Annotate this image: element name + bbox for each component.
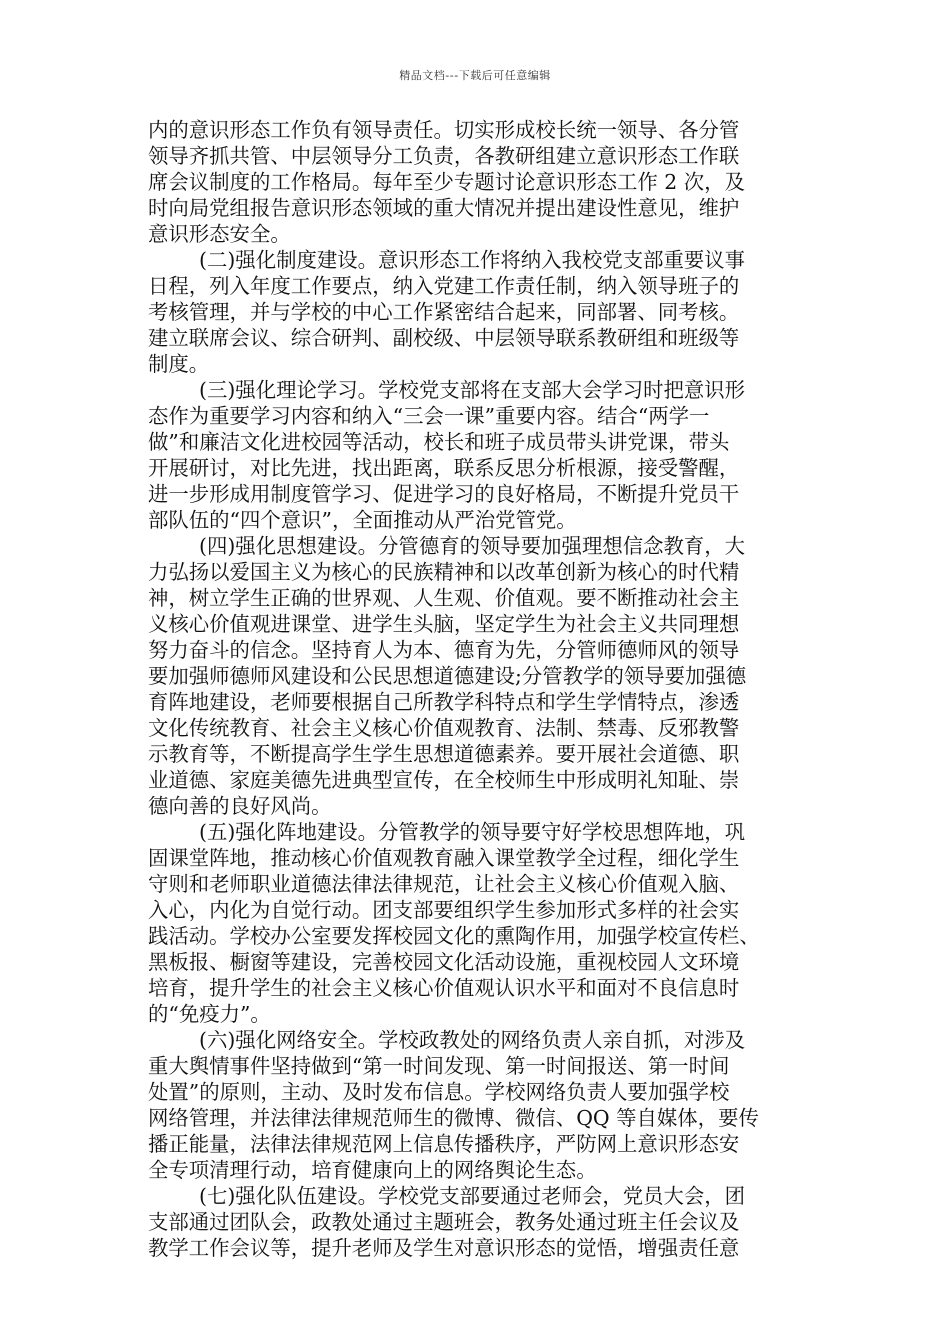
text-line: 培育，提升学生的社会主义核心价值观认识水平和面对不良信息时 [148, 976, 740, 1000]
text-line: 神，树立学生正确的世界观、人生观、价值观。要不断推动社会主 [148, 586, 740, 610]
text-line: 德向善的良好风尚。 [148, 794, 332, 818]
text-line: 态作为重要学习内容和纳入“三会一课”重要内容。结合“两学一 [148, 404, 710, 428]
text-line: 全专项清理行动，培育健康向上的网络舆论生态。 [148, 1158, 597, 1182]
text-line: 育阵地建设，老师要根据自己所教学科特点和学生学情特点，渗透 [148, 690, 740, 714]
paragraph-first-line: (三)强化理论学习。学校党支部将在支部大会学习时把意识形 [199, 378, 746, 402]
paragraph-first-line: (五)强化阵地建设。分管教学的领导要守好学校思想阵地，巩 [199, 820, 746, 844]
text-line: 播正能量，法律法律规范网上信息传播秩序，严防网上意识形态安 [148, 1132, 740, 1156]
text-line: 建立联席会议、综合研判、副校级、中层领导联系教研组和班级等 [148, 326, 740, 350]
text-line: 力弘扬以爱国主义为核心的民族精神和以改革创新为核心的时代精 [148, 560, 740, 584]
text-line: 业道德、家庭美德先进典型宣传，在全校师生中形成明礼知耻、崇 [148, 768, 740, 792]
text-line: 支部通过团队会，政教处通过主题班会，教务处通过班主任会议及 [148, 1210, 740, 1234]
text-line: 制度。 [148, 352, 210, 376]
text-line: 时向局党组报告意识形态领域的重大情况并提出建设性意见，维护 [148, 196, 740, 220]
text-line: 文化传统教育、社会主义核心价值观教育、法制、禁毒、反邪教警 [148, 716, 740, 740]
page-header: 精品文档---下载后可任意编辑 [399, 69, 551, 82]
text-line: 义核心价值观进课堂、进学生头脑，坚定学生为社会主义共同理想 [148, 612, 740, 636]
text-line: 开展研讨，对比先进，找出距离，联系反思分析根源，接受警醒， [148, 456, 740, 480]
text-line: 入心，内化为自觉行动。团支部要组织学生参加形式多样的社会实 [148, 898, 740, 922]
paragraph-first-line: (四)强化思想建设。分管德育的领导要加强理想信念教育，大 [199, 534, 746, 558]
text-line: 网络管理，并法律法律规范师生的微博、微信、QQ 等自媒体，要传 [148, 1106, 759, 1130]
text-line: 考核管理，并与学校的中心工作紧密结合起来，同部署、同考核。 [148, 300, 740, 324]
text-line: 的“免疫力”。 [148, 1002, 271, 1026]
text-line: 努力奋斗的信念。坚持育人为本、德育为先，分管师德师风的领导 [148, 638, 740, 662]
paragraph-first-line: (七)强化队伍建设。学校党支部要通过老师会，党员大会，团 [199, 1184, 746, 1208]
text-line: 重大舆情事件坚持做到“第一时间发现、第一时间报送、第一时间 [148, 1054, 730, 1078]
text-line: 要加强师德师风建设和公民思想道德建设;分管教学的领导要加强德 [148, 664, 747, 688]
document-body [148, 117, 820, 1261]
text-line: 示教育等，不断提高学生学生思想道德素养。要开展社会道德、职 [148, 742, 740, 766]
text-line: 领导齐抓共管、中层领导分工负责，各教研组建立意识形态工作联 [148, 144, 740, 168]
paragraph-first-line: (二)强化制度建设。意识形态工作将纳入我校党支部重要议事 [199, 248, 746, 272]
text-line: 意识形态安全。 [148, 222, 291, 246]
text-line: 固课堂阵地，推动核心价值观教育融入课堂教学全过程，细化学生 [148, 846, 740, 870]
paragraph-first-line: (六)强化网络安全。学校政教处的网络负责人亲自抓，对涉及 [199, 1028, 746, 1052]
text-line: 进一步形成用制度管学习、促进学习的良好格局，不断提升党员干 [148, 482, 740, 506]
text-line: 做”和廉洁文化进校园等活动，校长和班子成员带头讲党课，带头 [148, 430, 730, 454]
text-line: 黑板报、橱窗等建设，完善校园文化活动设施，重视校园人文环境 [148, 950, 740, 974]
text-line: 内的意识形态工作负有领导责任。切实形成校长统一领导、各分管 [148, 118, 740, 142]
text-line: 席会议制度的工作格局。每年至少专题讨论意识形态工作 2 次，及 [148, 170, 745, 194]
text-line: 教学工作会议等，提升老师及学生对意识形态的觉悟，增强责任意 [148, 1236, 740, 1260]
text-line: 守则和老师职业道德法律法律规范，让社会主义核心价值观入脑、 [148, 872, 740, 896]
text-line: 部队伍的“四个意识”，全面推动从严治党管党。 [148, 508, 577, 532]
text-line: 处置”的原则，主动、及时发布信息。学校网络负责人要加强学校 [148, 1080, 730, 1104]
text-line: 日程，列入年度工作要点，纳入党建工作责任制，纳入领导班子的 [148, 274, 740, 298]
text-line: 践活动。学校办公室要发挥校园文化的熏陶作用，加强学校宣传栏、 [148, 924, 760, 948]
